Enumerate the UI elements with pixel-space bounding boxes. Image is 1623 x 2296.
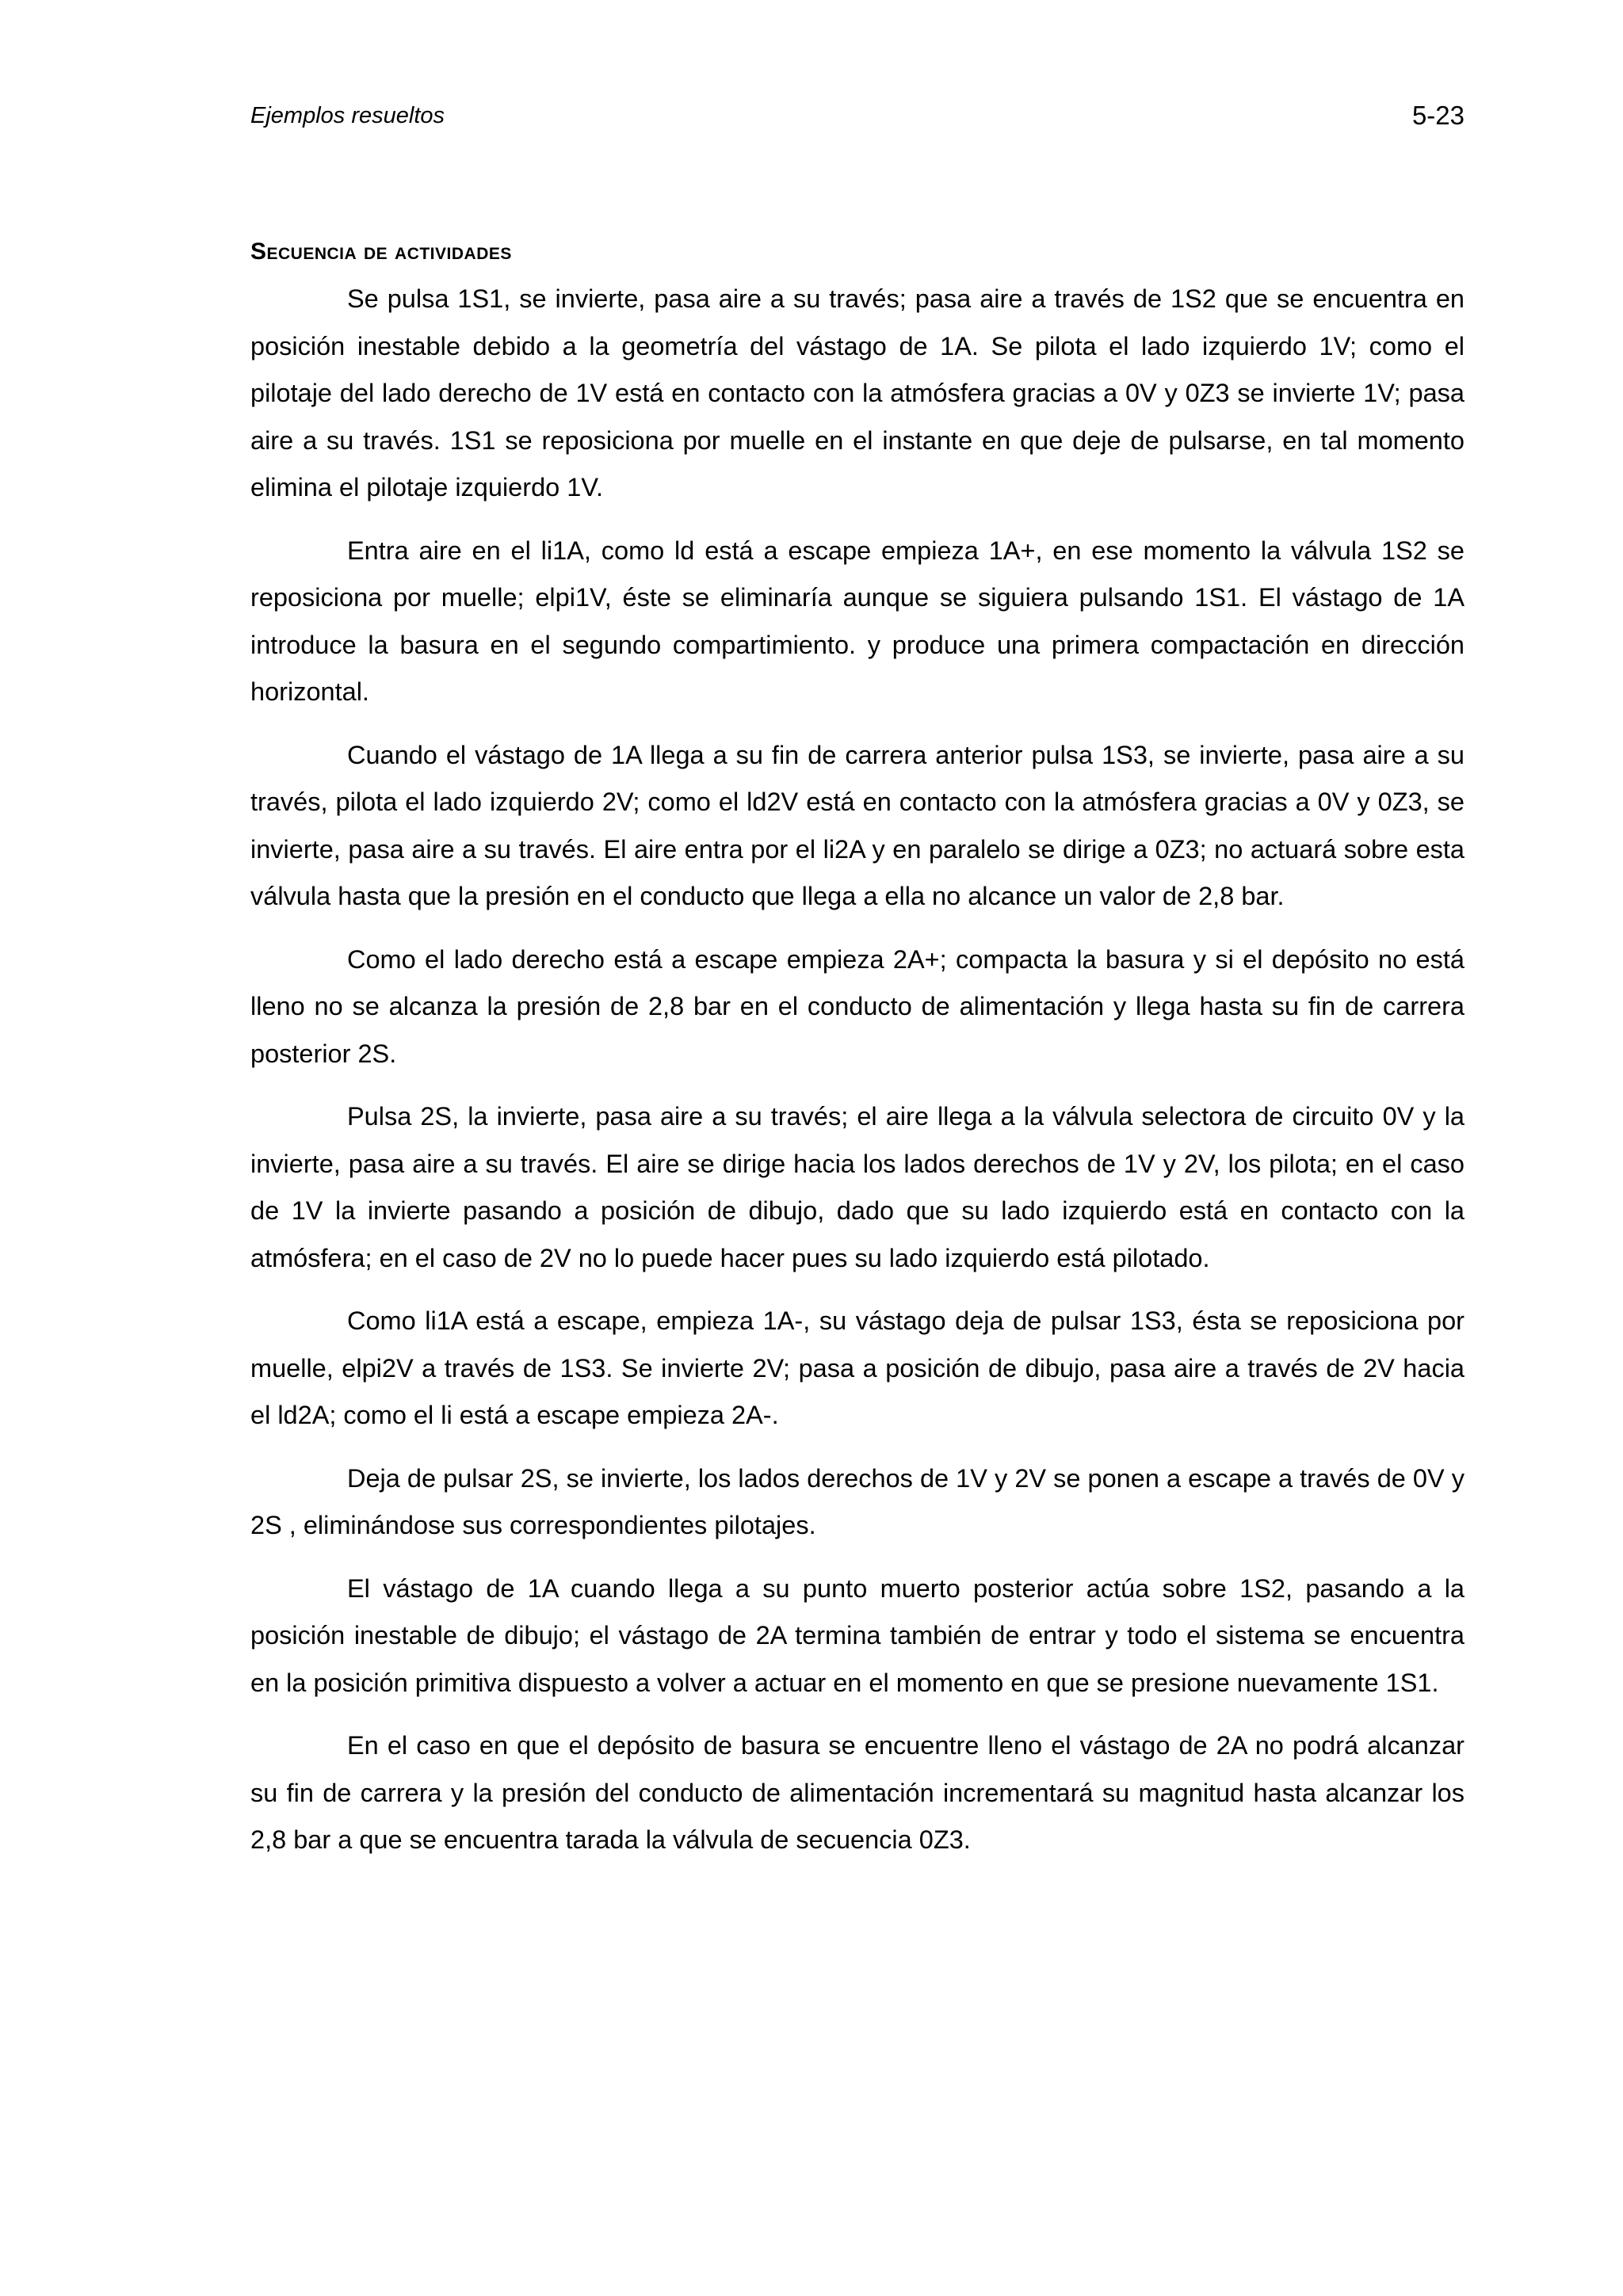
paragraph-6: Como li1A está a escape, empieza 1A-, su vástago deja de pulsar 1S3, ésta se reposiciona por muelle, elpi2V a través de 1S3. Se invierte 2V; pasa a posición de dibujo, pasa aire a través de 2V hacia el ld2A; como el li está a escape empieza 2A-.: [250, 1306, 1465, 1429]
section-heading: Secuencia de actividades: [250, 238, 512, 265]
running-header-title: Ejemplos resueltos: [250, 103, 445, 128]
paragraph-1: Se pulsa 1S1, se invierte, pasa aire a su través; pasa aire a través de 1S2 que se encuentra en posición inestable debido a la geometría del vástago de 1A. Se pilota el lado izquierdo 1V; como el pilotaje del lado derecho de 1V está en contacto con la atmósfera gracias a 0V y 0Z3 se invierte 1V; pasa aire a su través. 1S1 se reposiciona por muelle en el instante en que deje de pulsarse, en tal momento elimina el pilotaje izquierdo 1V.: [250, 284, 1465, 502]
paragraph-5: Pulsa 2S, la invierte, pasa aire a su través; el aire llega a la válvula selectora de circuito 0V y la invierte, pasa aire a su través. El aire se dirige hacia los lados derechos de 1V y 2V, los pilota; en el caso de 1V la invierte pasando a posición de dibujo, dado que su lado izquierdo está en contacto con la atmósfera; en el caso de 2V no lo puede hacer pues su lado izquierdo está pilotado.: [250, 1102, 1465, 1272]
paragraph-2: Entra aire en el li1A, como ld está a escape empieza 1A+, en ese momento la válvula 1S2 se reposiciona por muelle; elpi1V, éste se eliminaría aunque se siguiera pulsando 1S1. El vástago de 1A introduce la basura en el segundo compartimiento. y produce una primera compactación en dirección horizontal.: [250, 536, 1465, 706]
paragraph-3: Cuando el vástago de 1A llega a su fin de carrera anterior pulsa 1S3, se invierte, pasa aire a su través, pilota el lado izquierdo 2V; como el ld2V está en contacto con la atmósfera gracias a 0V y 0Z3, se invierte, pasa aire a su través. El aire entra por el li2A y en paralelo se dirige a 0Z3; no actuará sobre esta válvula hasta que la presión en el conducto que llega a ella no alcance un valor de 2,8 bar.: [250, 740, 1465, 910]
paragraph-9: En el caso en que el depósito de basura se encuentre lleno el vástago de 2A no podrá alcanzar su fin de carrera y la presión del conducto de alimentación incrementará su magnitud hasta alcanzar los 2,8 bar a que se encuentra tarada la válvula de secuencia 0Z3.: [250, 1731, 1465, 1854]
document-body: [250, 235, 1465, 1880]
page-number: 5-23: [1411, 101, 1465, 130]
page-header: [250, 100, 1465, 132]
paragraph-8: El vástago de 1A cuando llega a su punto muerto posterior actúa sobre 1S2, pasando a la posición inestable de dibujo; el vástago de 2A termina también de entrar y todo el sistema se encuentra en la posición primitiva dispuesto a volver a actuar en el momento en que se presione nuevamente 1S1.: [250, 1573, 1465, 1697]
paragraph-7: Deja de pulsar 2S, se invierte, los lados derechos de 1V y 2V se ponen a escape a través de 0V y 2S , eliminándose sus correspondientes pilotajes.: [250, 1463, 1465, 1539]
paragraph-4: Como el lado derecho está a escape empieza 2A+; compacta la basura y si el depósito no está lleno no se alcanza la presión de 2,8 bar en el conducto de alimentación y llega hasta su fin de carrera posterior 2S.: [250, 944, 1465, 1068]
